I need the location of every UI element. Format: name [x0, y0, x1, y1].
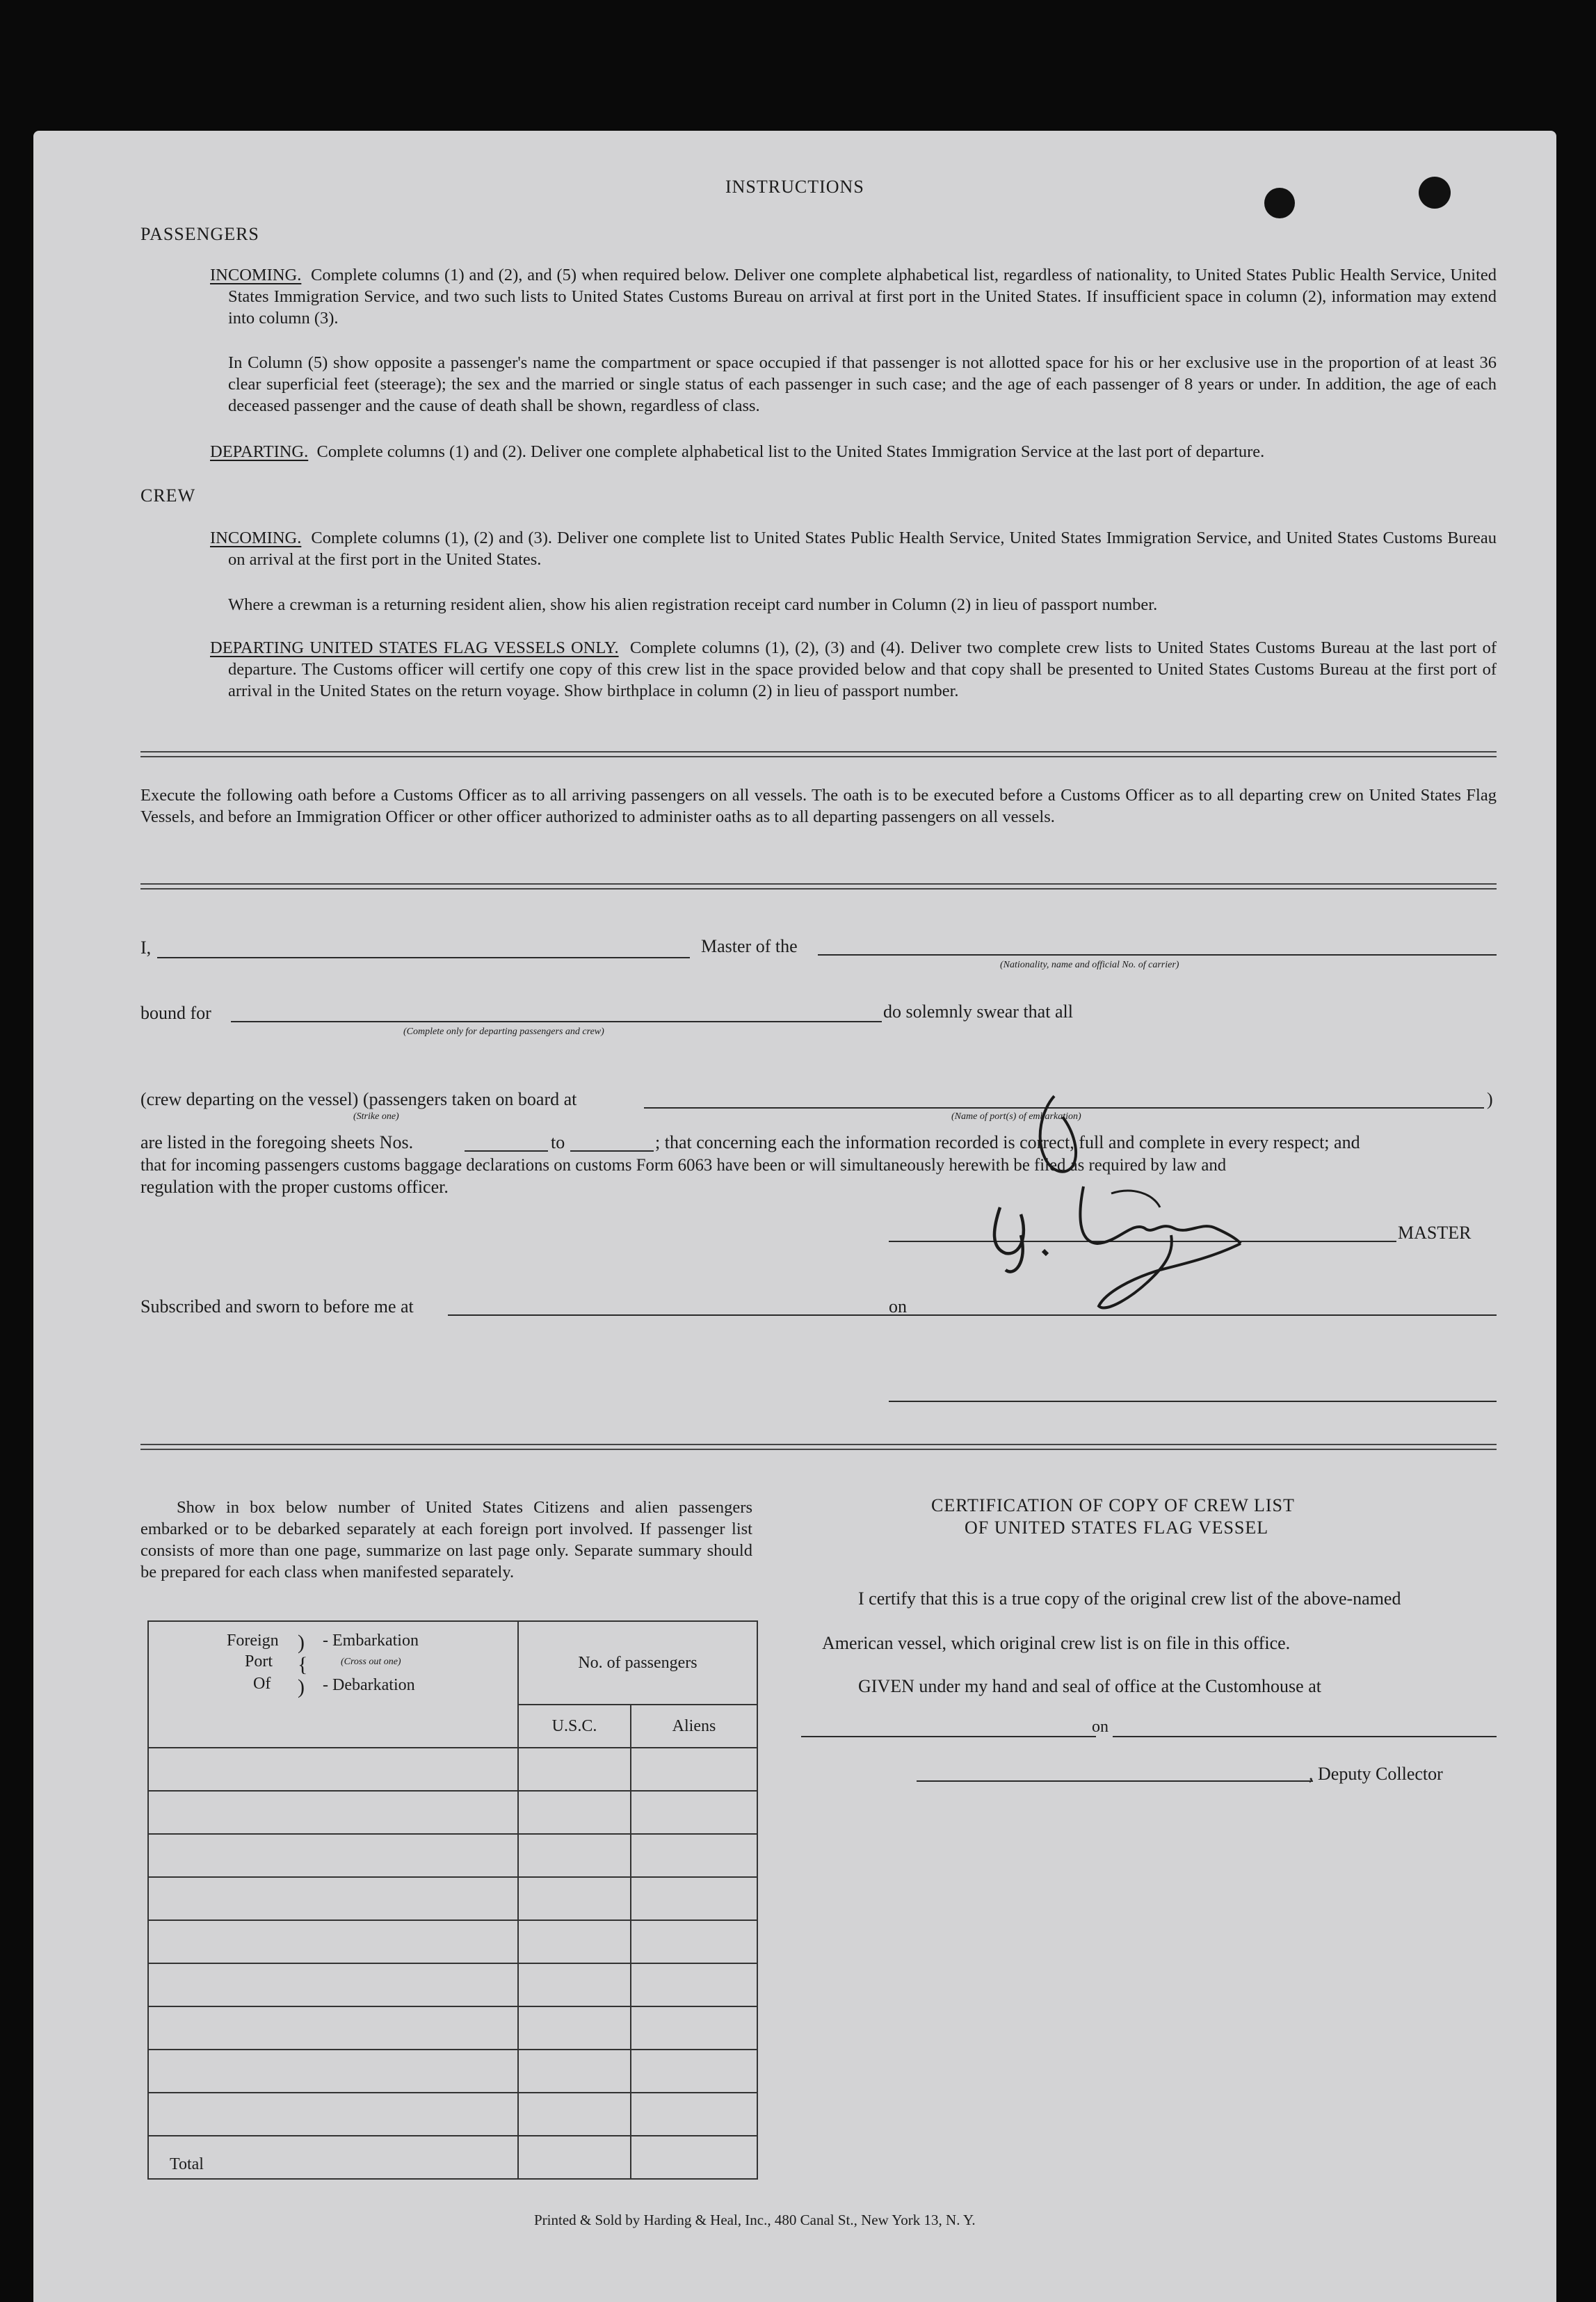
port-cell[interactable] [148, 2093, 518, 2136]
passengers-heading: PASSENGERS [140, 224, 259, 244]
deputy-signature-field[interactable] [917, 1780, 1313, 1782]
usc-total-cell[interactable] [518, 2136, 631, 2179]
to-word: to [551, 1132, 565, 1152]
port-label: Port [245, 1652, 273, 1671]
foreign-label: Foreign [227, 1632, 279, 1650]
usc-cell[interactable] [518, 1834, 631, 1877]
port-cell[interactable] [148, 1791, 518, 1834]
form-page [33, 131, 1556, 2302]
port-cell[interactable] [148, 1834, 518, 1877]
subscribed-label: Subscribed and sworn to before me at [140, 1296, 414, 1317]
aliens-cell[interactable] [631, 1963, 757, 2006]
port-cell[interactable] [148, 1920, 518, 1963]
strike-one-note: (Strike one) [353, 1111, 399, 1122]
master-name-field[interactable] [157, 957, 690, 958]
port-cell[interactable] [148, 2050, 518, 2093]
sworn-date-field[interactable] [911, 1314, 1497, 1316]
crew-departing-label: DEPARTING UNITED STATES FLAG VESSELS ONLY. [210, 638, 619, 657]
aliens-cell[interactable] [631, 1791, 757, 1834]
page-title: INSTRUCTIONS [725, 177, 864, 197]
usc-cell[interactable] [518, 2093, 631, 2136]
swear-text: do solemnly swear that all [883, 1001, 1073, 1022]
port-note: (Name of port(s) of embarkation) [951, 1111, 1081, 1122]
resident-alien-text: Where a crewman is a returning resident alien, show his alien registration receipt card number in Column (2) in lieu of passport number. [228, 595, 1158, 614]
summary-instruction: Show in box below number of United States Citizens and alien passengers embarked or to be debarked separately at each foreign port involved. If passenger list consists of more than one page, summarize on last page only. Separate summary should be prepared for each class when manifested separately. [140, 1498, 752, 1581]
usc-cell[interactable] [518, 1920, 631, 1963]
aliens-cell[interactable] [631, 1748, 757, 1791]
port-cell[interactable] [148, 1963, 518, 2006]
passengers-incoming-label: INCOMING. [210, 266, 302, 284]
destination-field[interactable] [231, 1021, 882, 1022]
port-cell[interactable] [148, 1748, 518, 1791]
bound-for-label: bound for [140, 1003, 211, 1023]
oath-i-label: I, [140, 937, 152, 958]
crew-incoming-label: INCOMING. [210, 529, 302, 547]
sworn-place-field[interactable] [448, 1314, 922, 1316]
foreign-port-header [148, 1621, 518, 1748]
certification-line-3: GIVEN under my hand and seal of office at the Customhouse at [858, 1676, 1321, 1696]
passengers-departing-text: Complete columns (1) and (2). Deliver one complete alphabetical list to the United States Immigration Service at the last port of departure. [316, 442, 1265, 461]
passengers-departing-label: DEPARTING. [210, 442, 309, 461]
listed-prefix: are listed in the foregoing sheets Nos. [140, 1132, 414, 1152]
carrier-field[interactable] [818, 954, 1497, 956]
certification-title-2: OF UNITED STATES FLAG VESSEL [965, 1518, 1269, 1538]
crew-heading: CREW [140, 485, 196, 506]
punch-hole [1419, 177, 1451, 209]
master-label: MASTER [1398, 1223, 1472, 1243]
passengers-incoming-paragraph [210, 264, 1497, 329]
usc-cell[interactable] [518, 2006, 631, 2050]
passengers-incoming-text: Complete columns (1) and (2), and (5) when required below. Deliver one complete alphabetical list, regardless of nationality, to United States Public Health Service, United States Immigration Service, and two such lists to United States Customs Bureau on arrival at first port in the United States. If insufficient space in column (2), information may extend into column (3). [228, 266, 1497, 328]
master-signature [924, 1089, 1285, 1319]
port-cell[interactable] [148, 2006, 518, 2050]
debarkation-label: - Debarkation [323, 1676, 415, 1694]
no-of-passengers-header: No. of passengers [518, 1621, 757, 1705]
aliens-cell[interactable] [631, 1877, 757, 1920]
divider [140, 751, 1497, 757]
oath-line-2: that for incoming passengers customs baggage declarations on customs Form 6063 have been or will simultaneously herewith be filed as required by law and [140, 1156, 1227, 1175]
printer-footer: Printed & Sold by Harding & Heal, Inc., 480 Canal St., New York 13, N. Y. [534, 2212, 976, 2228]
listed-rest: ; that concerning each the information recorded is correct, full and complete in every respect; and [655, 1132, 1360, 1152]
passengers-departing-paragraph [210, 441, 1497, 462]
usc-cell[interactable] [518, 1877, 631, 1920]
complete-only-note: (Complete only for departing passengers and crew) [403, 1027, 604, 1037]
aliens-cell[interactable] [631, 2050, 757, 2093]
crew-incoming-paragraph [210, 527, 1497, 570]
usc-cell[interactable] [518, 1748, 631, 1791]
port-cell[interactable] [148, 1877, 518, 1920]
total-label: Total [148, 2136, 518, 2179]
usc-header: U.S.C. [518, 1705, 631, 1748]
usc-cell[interactable] [518, 2050, 631, 2093]
master-of-label: Master of the [701, 936, 798, 956]
crew-departing-paragraph [210, 637, 1497, 702]
column5-paragraph [228, 352, 1497, 417]
aliens-cell[interactable] [631, 1834, 757, 1877]
divider [140, 883, 1497, 890]
certification-line-1: I certify that this is a true copy of the original crew list of the above-named [858, 1588, 1401, 1609]
aliens-total-cell[interactable] [631, 2136, 757, 2179]
usc-cell[interactable] [518, 1963, 631, 2006]
deputy-collector-label: , Deputy Collector [1309, 1764, 1443, 1784]
certification-on-word: on [1092, 1718, 1109, 1736]
aliens-cell[interactable] [631, 1920, 757, 1963]
crew-incoming-text: Complete columns (1), (2) and (3). Deliver one complete list to United States Public Health Service, United States Immigration Service, and United States Customs Bureau on arrival at the first port in the United States. [228, 529, 1497, 569]
oath-instruction: Execute the following oath before a Customs Officer as to all arriving passengers on all vessels. The oath is to be executed before a Customs Officer as to all departing crew on United States Flag Vessels, and before an Immigration Officer or other officer authorized to administer oaths as to all departing passengers on all vessels. [140, 786, 1497, 826]
resident-alien-paragraph [228, 594, 1497, 615]
certification-line-2: American vessel, which original crew list is on file in this office. [822, 1633, 1291, 1653]
column5-text: In Column (5) show opposite a passenger's name the compartment or space occupied if that passenger is not allotted space for his or her exclusive use in the proportion of at least 36 clear superficial feet (steerage); the sex and the married or single status of each passenger in such case; and the age of each passenger of 8 years or under. In addition, the age of each deceased passenger and the cause of death shall be shown, regardless of class. [228, 353, 1497, 415]
certification-date-field[interactable] [1113, 1736, 1497, 1737]
of-label: Of [253, 1675, 271, 1693]
close-paren: ) [1487, 1089, 1493, 1109]
cross-out-note: (Cross out one) [341, 1657, 401, 1667]
nationality-note: (Nationality, name and official No. of carrier) [1000, 960, 1179, 970]
embarkation-label: - Embarkation [323, 1632, 419, 1650]
brace: ) { ) [298, 1631, 308, 1698]
customhouse-field[interactable] [801, 1736, 1096, 1737]
aliens-cell[interactable] [631, 2006, 757, 2050]
on-word: on [889, 1296, 907, 1317]
officer-signature-field[interactable] [889, 1401, 1497, 1402]
crew-departing-text: Complete columns (1), (2), (3) and (4). Deliver two complete crew lists to United States Customs Bureau at the last port of departure. The Customs officer will certify one copy of this crew list in the space provided below and that copy shall be presented to United States Customs Bureau at the first port of arrival in the United States on the return voyage. Show birthplace in column (2) in lieu of passport number. [228, 638, 1497, 700]
passenger-summary-table [147, 1620, 758, 2180]
sheet-from-field[interactable] [465, 1150, 548, 1152]
aliens-cell[interactable] [631, 2093, 757, 2136]
sheet-to-field[interactable] [570, 1150, 654, 1152]
punch-hole [1264, 188, 1295, 218]
usc-cell[interactable] [518, 1791, 631, 1834]
divider [140, 1444, 1497, 1450]
oath-line-3: regulation with the proper customs officer. [140, 1177, 449, 1197]
certification-title-1: CERTIFICATION OF COPY OF CREW LIST [931, 1495, 1295, 1515]
aliens-header: Aliens [631, 1705, 757, 1748]
crew-departing-text: (crew departing on the vessel) (passengers taken on board at [140, 1089, 577, 1109]
